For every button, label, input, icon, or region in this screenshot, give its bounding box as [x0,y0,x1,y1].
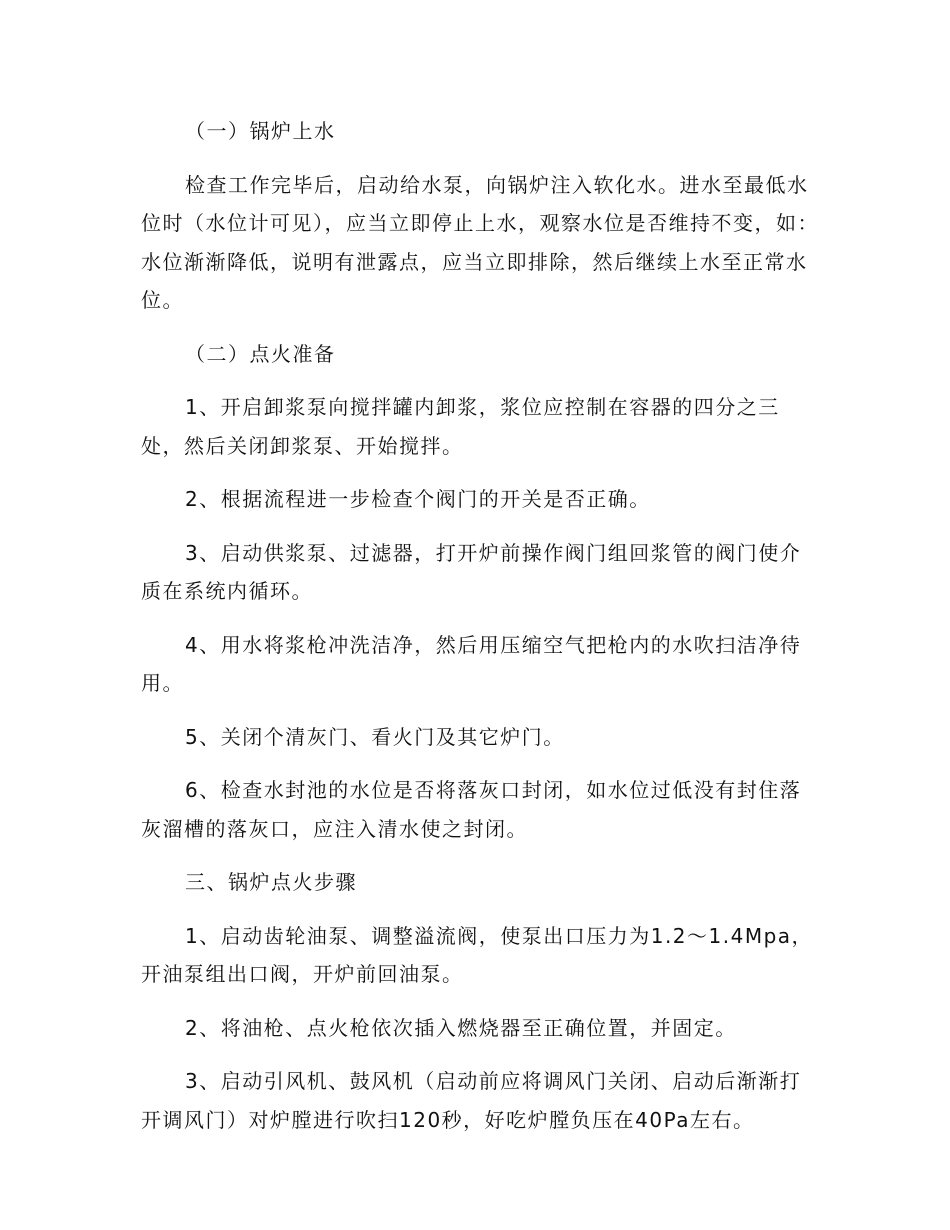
document-body [141,112,821,1139]
section-heading-ignition-preparation: （二）点火准备 [185,341,336,366]
paragraph-gap [141,465,821,480]
paragraph-step-3-circulate: 3、启动供浆泵、过滤器，打开炉前操作阀门组回浆管的阀门使介质在系统内循环。 [141,540,802,603]
paragraph-step-2-check-valves: 2、根据流程进一步检查个阀门的开关是否正确。 [185,487,651,511]
paragraph-gap [141,756,821,771]
paragraph-water-fill-procedure: 检查工作完毕后，启动给水泵，向锅炉注入软化水。进水至最低水位时（水位计可见），应当立即停止上水，观察水位是否维持不变，如：水位渐渐降低，说明有泄露点，应当立即排除，然后继续上水至正常水位。 [141,172,819,312]
paragraph-gap [141,320,821,335]
paragraph-gap [141,373,821,388]
paragraph-gap [141,902,821,917]
paragraph-gap [141,519,821,534]
paragraph-step-5-close-doors: 5、关闭个清灰门、看火门及其它炉门。 [185,724,565,749]
paragraph-step-1-unload-slurry: 1、开启卸浆泵向搅拌罐内卸浆，浆位应控制在容器的四分之三处，然后关闭卸浆泵、开始搅拌。 [141,395,780,458]
paragraph-ignition-step-2-insert-guns: 2、将油枪、点火枪依次插入燃烧器至正确位置，并固定。 [185,1015,737,1040]
paragraph-gap [141,994,821,1009]
paragraph-gap [141,611,821,626]
paragraph-ignition-step-3-purge: 3、启动引风机、鼓风机（启动前应将调风门关闭、启动后渐渐打开调风门）对炉膛进行吹扫120秒，好吃炉膛负压在40Pa左右。 [141,1069,802,1132]
paragraph-step-6-water-seal: 6、检查水封池的水位是否将落灰口封闭，如水位过低没有封住落灰溜槽的落灰口，应注入清水使之封闭。 [141,778,802,841]
paragraph-step-4-clean-gun: 4、用水将浆枪冲洗洁净，然后用压缩空气把枪内的水吹扫洁净待用。 [141,632,802,695]
section-heading-ignition-steps: 三、锅炉点火步骤 [185,870,357,894]
paragraph-gap [141,151,821,166]
paragraph-ignition-step-1-oil-pump: 1、启动齿轮油泵、调整溢流阀，使泵出口压力为1.2～1.4Mpa，开油泵组出口阀，开炉前回油泵。 [141,923,814,986]
section-heading-boiler-water-fill: （一）锅炉上水 [185,119,336,143]
paragraph-gap [141,703,821,718]
paragraph-gap [141,848,821,863]
paragraph-gap [141,1047,821,1062]
